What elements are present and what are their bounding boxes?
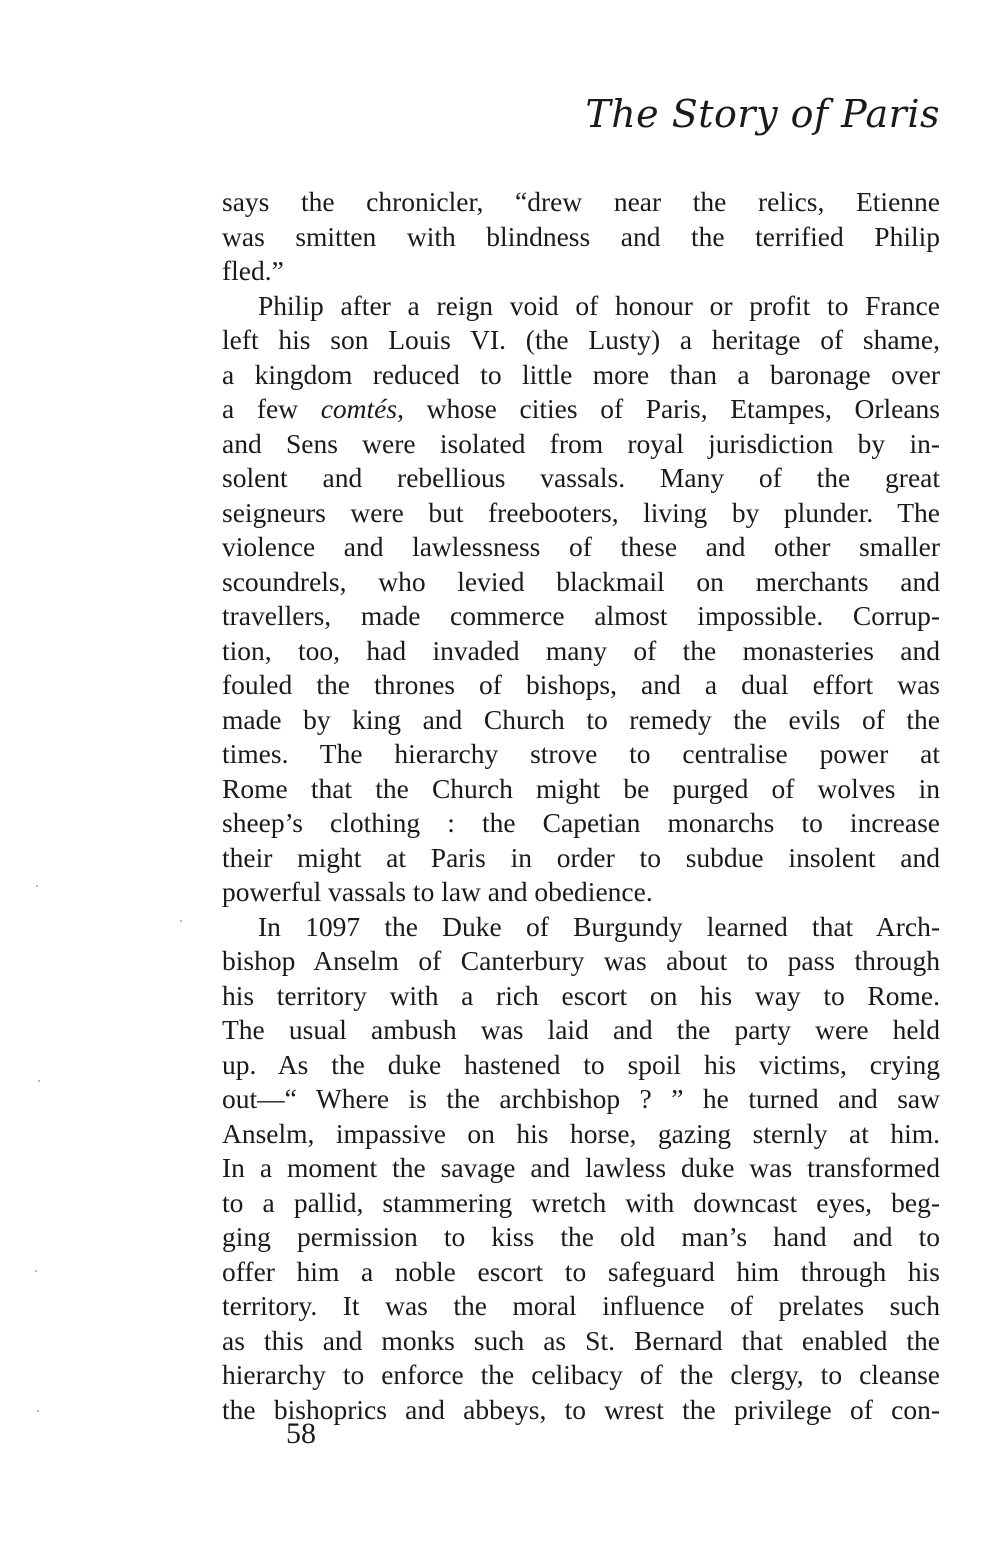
text-line: says the chronicler, “drew near the relics, Etienne bbox=[222, 186, 940, 217]
paragraph-end-line: powerful vassals to law and obedience. bbox=[222, 876, 653, 907]
body-text bbox=[222, 185, 940, 1427]
text-line: made by king and Church to remedy the evils of the bbox=[222, 703, 940, 735]
text-line-with-italic: a few comtés, whose cities of Paris, Etampes, Orleans bbox=[222, 393, 940, 424]
scan-speck bbox=[38, 1080, 40, 1082]
text-line: and Sens were isolated from royal jurisdiction by in- bbox=[222, 427, 940, 459]
page-number: 58 bbox=[286, 1417, 316, 1450]
text-line: scoundrels, who levied blackmail on merchants and bbox=[222, 565, 940, 597]
text-line: Anselm, impassive on his horse, gazing sternly at him. bbox=[222, 1117, 940, 1149]
text-line: times. The hierarchy strove to centralise power at bbox=[222, 738, 940, 769]
scan-speck bbox=[35, 1270, 37, 1272]
paragraph-start-line: Philip after a reign void of honour or profit to France bbox=[258, 289, 940, 321]
paragraph-start-line: In 1097 the Duke of Burgundy learned that Arch- bbox=[258, 910, 940, 942]
text-line: his territory with a rich escort on his way to Rome. bbox=[222, 979, 940, 1011]
italic-term-comtes: comtés bbox=[320, 393, 398, 424]
scan-speck bbox=[37, 1410, 39, 1412]
text-line: Rome that the Church might be purged of wolves in bbox=[222, 772, 940, 804]
paragraph-end-line: fled.” bbox=[222, 255, 284, 286]
text-line: a kingdom reduced to little more than a baronage over bbox=[222, 358, 940, 390]
running-head-title: The Story of Paris bbox=[585, 92, 940, 136]
text-line: ging permission to kiss the old man’s hand and to bbox=[222, 1221, 940, 1252]
text-line: was smitten with blindness and the terrified Philip bbox=[222, 220, 940, 252]
text-line: violence and lawlessness of these and other smaller bbox=[222, 531, 940, 562]
text-line: offer him a noble escort to safeguard him through his bbox=[222, 1255, 940, 1287]
text-line: tion, too, had invaded many of the monasteries and bbox=[222, 634, 940, 666]
text-line: out—“ Where is the archbishop ? ” he turned and saw bbox=[222, 1083, 940, 1114]
text-line: travellers, made commerce almost impossible. Corrup- bbox=[222, 600, 940, 631]
text-line: the bishoprics and abbeys, to wrest the privilege of con- bbox=[222, 1393, 940, 1425]
text-line: territory. It was the moral influence of prelates such bbox=[222, 1290, 940, 1321]
text-line: up. As the duke hastened to spoil his victims, crying bbox=[222, 1048, 940, 1080]
text-line: solent and rebellious vassals. Many of the great bbox=[222, 462, 940, 493]
text-line: as this and monks such as St. Bernard that enabled the bbox=[222, 1324, 940, 1356]
text-line: sheep’s clothing : the Capetian monarchs to increase bbox=[222, 807, 940, 838]
scan-speck bbox=[180, 920, 182, 922]
text-line: bishop Anselm of Canterbury was about to pass through bbox=[222, 945, 940, 976]
scan-speck bbox=[36, 885, 38, 887]
text-line: their might at Paris in order to subdue insolent and bbox=[222, 841, 940, 873]
text-line: to a pallid, stammering wretch with downcast eyes, beg- bbox=[222, 1186, 940, 1218]
text-line: left his son Louis VI. (the Lusty) a heritage of shame, bbox=[222, 324, 940, 355]
text-line: seigneurs were but freebooters, living by plunder. The bbox=[222, 496, 940, 528]
text-line: The usual ambush was laid and the party were held bbox=[222, 1014, 940, 1045]
text-line: In a moment the savage and lawless duke was transformed bbox=[222, 1152, 940, 1183]
text-line: hierarchy to enforce the celibacy of the clergy, to cleanse bbox=[222, 1359, 940, 1390]
text-line: fouled the thrones of bishops, and a dual effort was bbox=[222, 669, 940, 700]
